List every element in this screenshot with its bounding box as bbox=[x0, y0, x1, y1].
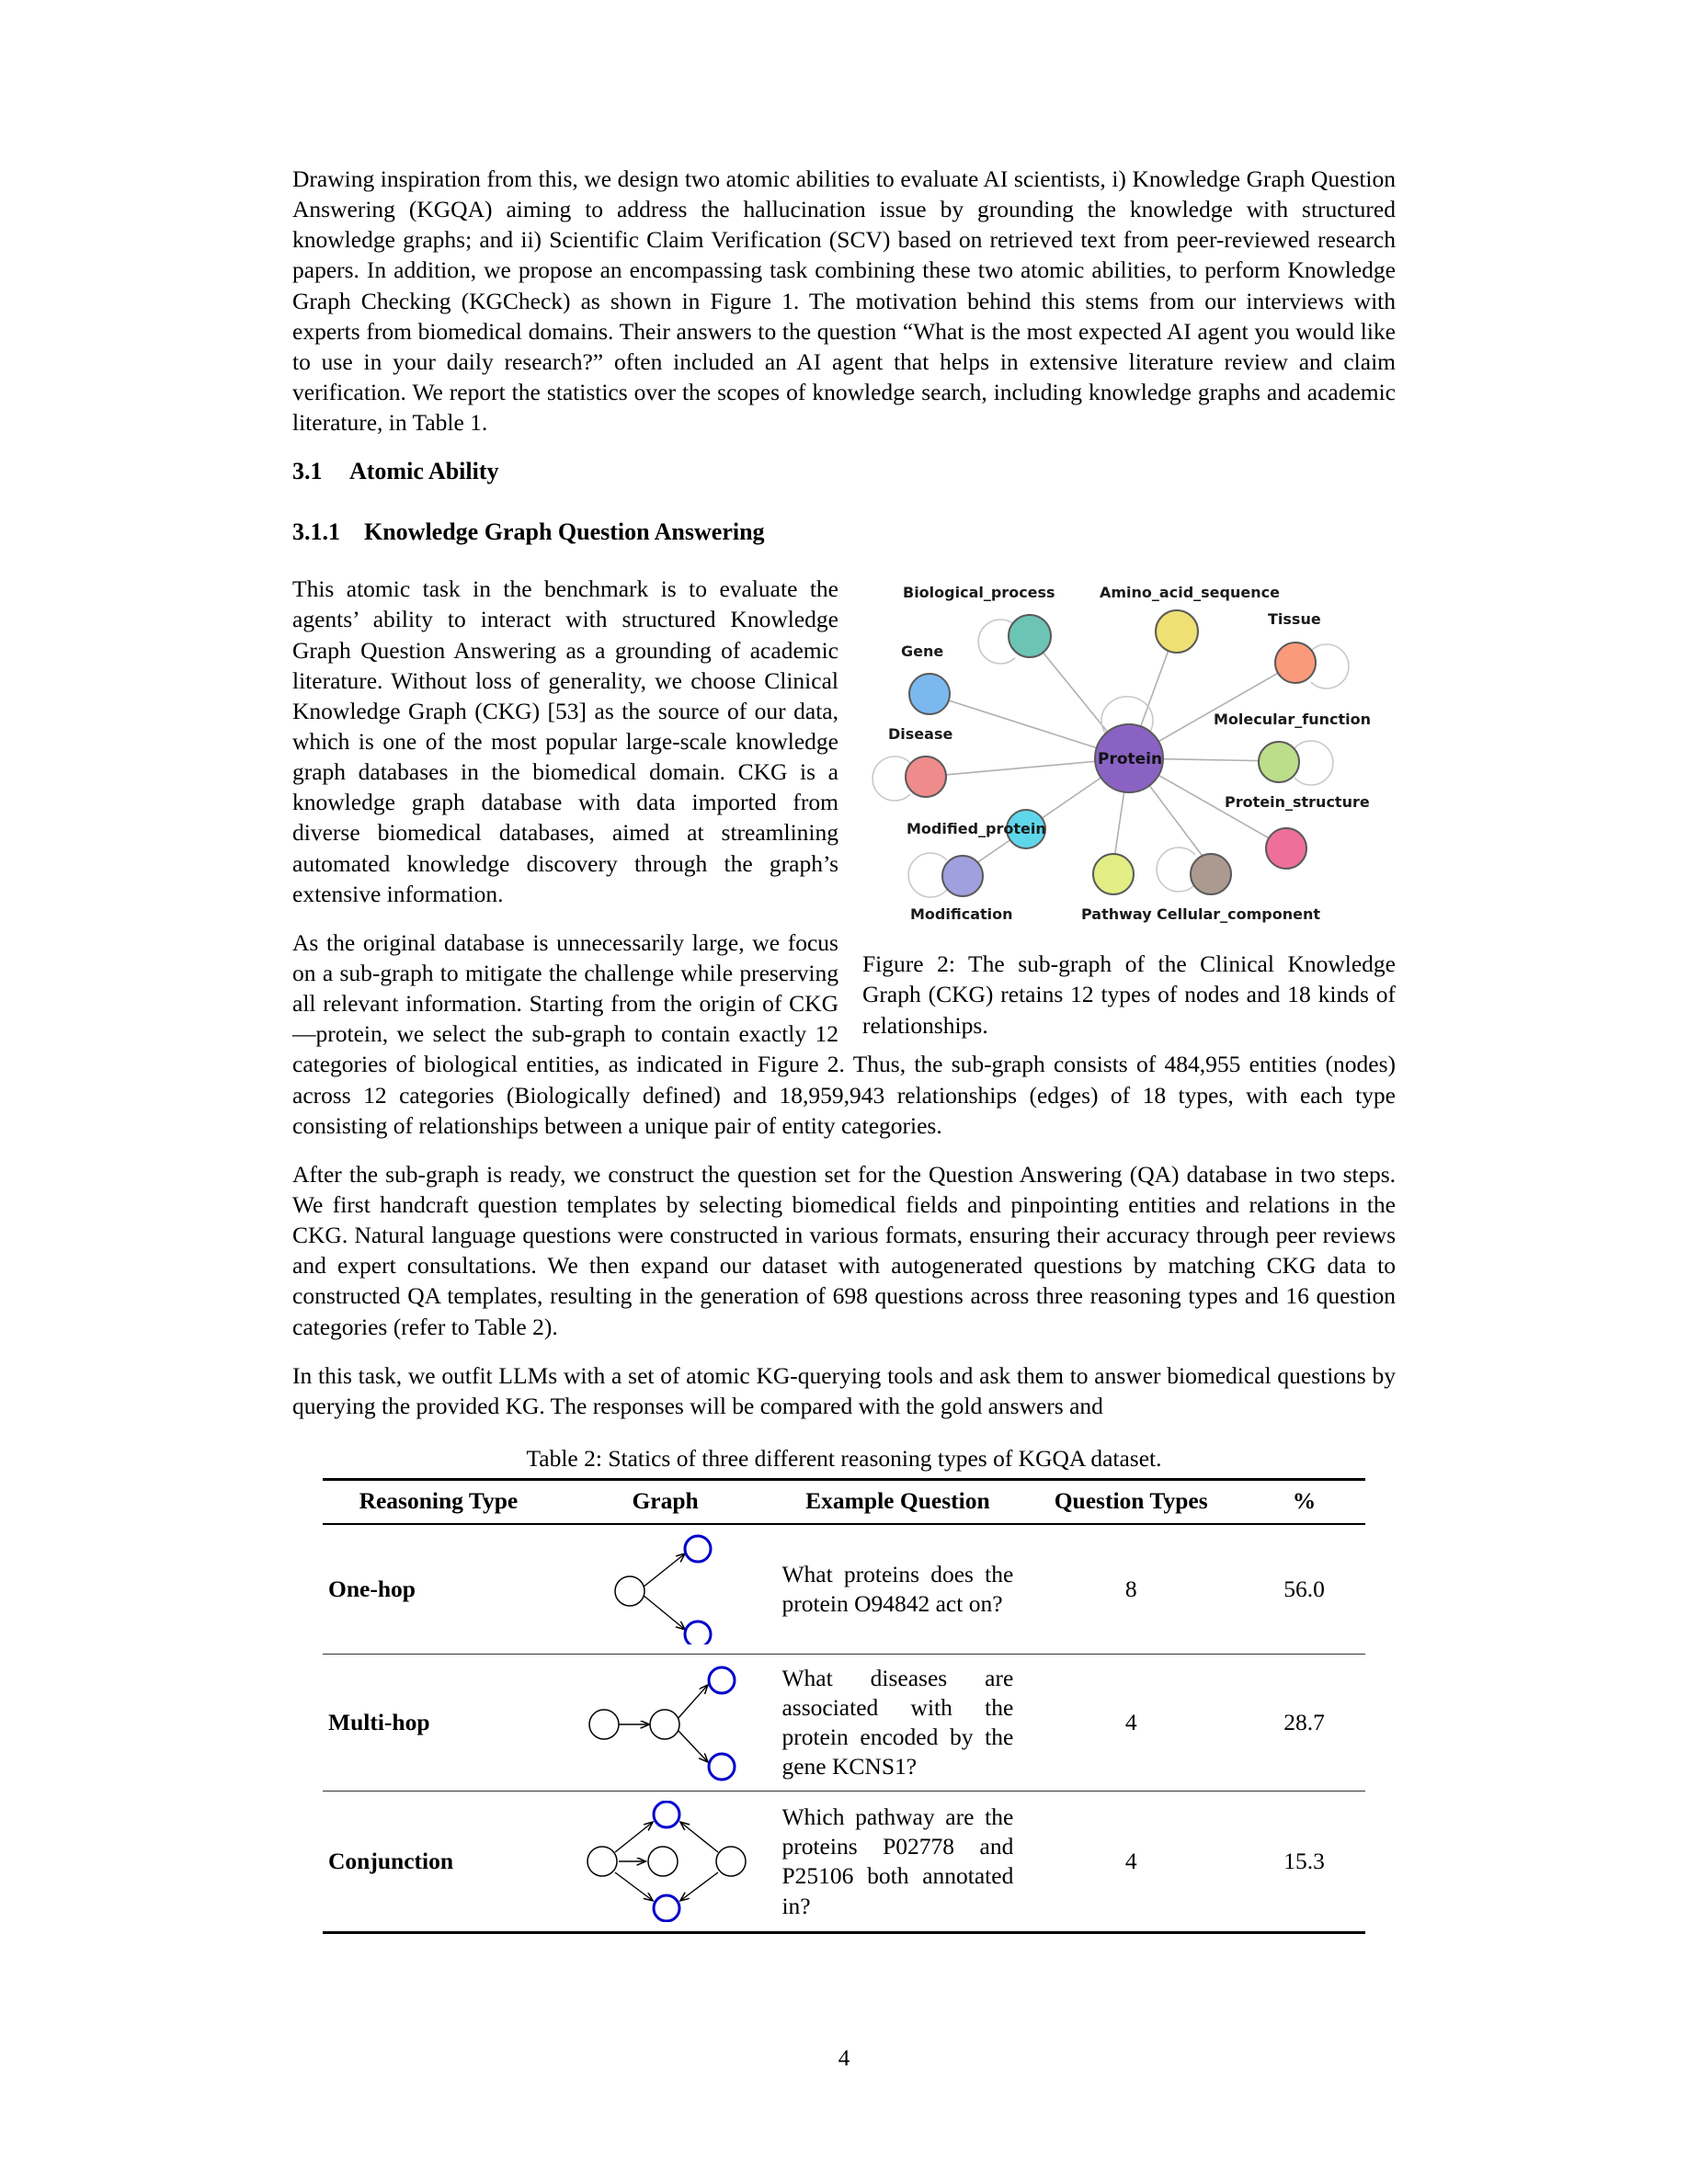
page-number: 4 bbox=[838, 2046, 850, 2071]
table-row bbox=[323, 1524, 1365, 1655]
figure-text-wrap-region bbox=[292, 574, 1396, 1159]
graph-node-molecular-function bbox=[1258, 741, 1300, 783]
cell-graph-multi-hop bbox=[554, 1654, 777, 1792]
table-header-row bbox=[323, 1479, 1365, 1524]
kgqa-paragraph-3: After the sub-graph is ready, we construct the question set for the Question Answering (QA) database in two steps. We first handcraft question templates by selecting biomedical fields and pinpointing entities and relations in the CKG. Natural language questions were constructed in various formats, ensuring their accuracy through peer reviews and expert consultations. We then expand our dataset with autogenerated questions by matching CKG data to constructed QA templates, resulting in the generation of 698 questions across three reasoning types and 16 question categories (refer to Table 2). bbox=[292, 1160, 1396, 1340]
section-number: 3.1 bbox=[292, 458, 323, 485]
page-content bbox=[292, 0, 1396, 2184]
graph-node-biological-process bbox=[1008, 614, 1052, 658]
graph-node-label-disease: Disease bbox=[888, 725, 953, 744]
one-hop-diagram bbox=[597, 1534, 735, 1644]
graph-node-tissue bbox=[1274, 642, 1317, 684]
graph-node-label-modification: Modification bbox=[910, 905, 1013, 924]
column-header-example-question: Example Question bbox=[776, 1479, 1019, 1524]
kgqa-paragraph-2: As the original database is unnecessarily large, we focus on a sub-graph to mitigate the challenge while preserving all relevant information. Starting from the origin of CKG—protein, we select the sub-graph to contain exactly 12 categories of biological entities, as indicated in Figure 2. Thus, the sub-graph consists of 484,955 entities (nodes) across 12 categories (Biologically defined) and 18,959,943 relationships (edges) of 18 types, with each type consisting of relationships between a unique pair of entity categories. bbox=[292, 928, 1396, 1139]
cell-example-question: Which pathway are the proteins P02778 and P25106 both annotated in? bbox=[776, 1792, 1019, 1933]
graph-node-cellular-component bbox=[1190, 853, 1232, 895]
cell-reasoning-type: One-hop bbox=[323, 1524, 554, 1655]
cell-percent: 28.7 bbox=[1243, 1654, 1365, 1792]
graph-node-label-amino-acid-sequence: Amino_acid_sequence bbox=[1100, 584, 1280, 602]
cell-graph-one-hop bbox=[554, 1524, 777, 1655]
cell-example-question: What diseases are associated with the protein encoded by the gene KCNS1? bbox=[776, 1654, 1019, 1792]
cell-percent: 56.0 bbox=[1243, 1524, 1365, 1655]
section-heading-3-1-1 bbox=[292, 518, 1396, 546]
column-header-reasoning-type: Reasoning Type bbox=[323, 1479, 554, 1524]
cell-percent: 15.3 bbox=[1243, 1792, 1365, 1933]
graph-node-label-cellular-component: Cellular_component bbox=[1157, 905, 1320, 924]
figure-2-caption: Figure 2: The sub-graph of the Clinical Knowledge Graph (CKG) retains 12 types of nodes and 18 kinds of relationships. bbox=[862, 950, 1396, 1039]
table-2-caption: Table 2: Statics of three different reasoning types of KGQA dataset. bbox=[526, 1444, 1162, 1472]
table-2 bbox=[323, 1478, 1365, 1935]
graph-node-label-pathway: Pathway bbox=[1081, 905, 1152, 924]
subsection-number: 3.1.1 bbox=[292, 518, 340, 546]
cell-question-types: 8 bbox=[1019, 1524, 1243, 1655]
intro-paragraph: Drawing inspiration from this, we design two atomic abilities to evaluate AI scientists, i) Knowledge Graph Question Answering (KGQA) aiming to address the hallucination issue by grounding the knowledge with structured knowledge graphs; and ii) Scientific Claim Verification (SCV) based on retrieved text from peer-reviewed research papers. In addition, we propose an encompassing task combining these two atomic abilities, to perform Knowledge Graph Checking (KGCheck) as shown in Figure 1. The motivation behind this stems from our interviews with experts from biomedical domains. Their answers to the question “What is the most expected AI agent you would like to use in your daily research?” often included an AI agent that helps in extensive literature review and claim verification. We report the statistics over the scopes of knowledge search, including knowledge graphs and academic literature, in Table 1. bbox=[292, 165, 1396, 437]
graph-node-label-protein: Protein bbox=[1098, 750, 1163, 769]
conjunction-diagram bbox=[578, 1801, 753, 1922]
multi-hop-diagram bbox=[584, 1664, 747, 1781]
section-heading-3-1 bbox=[292, 458, 1396, 485]
table-row bbox=[323, 1654, 1365, 1792]
figure-2-graph bbox=[862, 579, 1396, 947]
cell-example-question: What proteins does the protein O94842 act on? bbox=[776, 1524, 1019, 1655]
cell-reasoning-type: Multi-hop bbox=[323, 1654, 554, 1792]
subsection-title: Knowledge Graph Question Answering bbox=[364, 518, 765, 546]
table-2-block bbox=[292, 1445, 1396, 1935]
graph-node-modification bbox=[941, 855, 984, 897]
graph-node-disease bbox=[905, 756, 947, 798]
cell-graph-conjunction bbox=[554, 1792, 777, 1933]
graph-node-label-biological-process: Biological_process bbox=[903, 584, 1055, 602]
column-header-question-types: Question Types bbox=[1019, 1479, 1243, 1524]
column-header-graph: Graph bbox=[554, 1479, 777, 1524]
cell-question-types: 4 bbox=[1019, 1654, 1243, 1792]
graph-node-label-protein-structure: Protein_structure bbox=[1225, 793, 1370, 812]
graph-node-amino-acid-sequence bbox=[1155, 609, 1199, 654]
graph-node-label-modified-protein: Modified_protein bbox=[907, 820, 1046, 838]
graph-node-label-gene: Gene bbox=[901, 643, 944, 661]
column-header-percent: % bbox=[1243, 1479, 1365, 1524]
graph-node-pathway bbox=[1092, 853, 1135, 895]
kgqa-paragraph-4: In this task, we outfit LLMs with a set of atomic KG-querying tools and ask them to answer biomedical questions by querying the provided KG. The responses will be compared with the gold answers and bbox=[292, 1361, 1396, 1419]
cell-reasoning-type: Conjunction bbox=[323, 1792, 554, 1933]
kgqa-paragraph-1: This atomic task in the benchmark is to evaluate the agents’ ability to interact with structured Knowledge Graph Question Answering as a grounding of academic literature. Without loss of generality, we choose Clinical Knowledge Graph (CKG) [53] as the source of our data, which is one of the most popular large-scale knowledge graph databases in the biomedical domain. CKG is a knowledge graph database with data imported from diverse biomedical databases, aimed at streamlining automated knowledge discovery through the graph’s extensive information. bbox=[292, 575, 838, 907]
graph-node-label-tissue: Tissue bbox=[1268, 610, 1321, 629]
graph-node-gene bbox=[908, 673, 951, 715]
graph-node-label-molecular-function: Molecular_function bbox=[1214, 711, 1372, 729]
figure-2 bbox=[862, 579, 1396, 1040]
section-title: Atomic Ability bbox=[349, 458, 499, 485]
table-row bbox=[323, 1792, 1365, 1933]
graph-node-protein-structure bbox=[1265, 827, 1307, 870]
cell-question-types: 4 bbox=[1019, 1792, 1243, 1933]
